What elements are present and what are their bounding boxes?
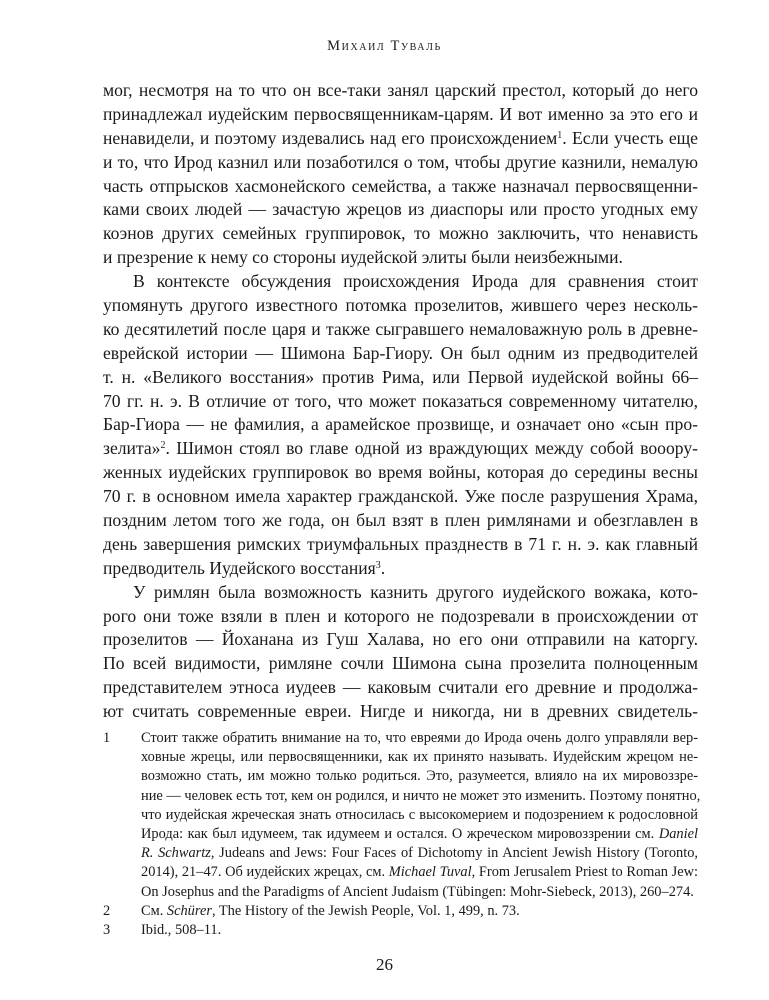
footnote-line: Ирода: как был идумеем, так идумеем и остался. О жреческом мировоззрении см. Daniel xyxy=(141,825,698,842)
footnote-number: 1 xyxy=(103,730,111,746)
text-line: и презрение к нему со стороны иудейской элиты были неизбежными. xyxy=(103,247,623,268)
text-line: зелита»$^2$. Шимон стоял во главе одной из враждующих между собой вооору- xyxy=(103,438,698,459)
text-line: часть отпрысков хасмонейского семейства, а также назначал первосвященни- xyxy=(103,175,698,196)
text-line: рого они тоже взяли в плен и которого не подозревали в происхождении от xyxy=(103,605,698,626)
text-line: день завершения римских триумфальных празднеств в 71 г. н. э. как главный xyxy=(103,533,698,554)
footnote-number: 2 xyxy=(103,902,111,919)
main-text xyxy=(103,79,698,724)
author-name: Daniel xyxy=(658,825,698,842)
text-line: коэнов других семейных группировок, то можно заключить, что ненависть xyxy=(103,223,698,244)
text-line: 70 гг. н. э. В отличие от того, что может показаться современному читателю, xyxy=(103,390,698,411)
text-line: и то, что Ирод казнил или позаботился о том, чтобы другие казнили, немалую xyxy=(103,151,698,172)
footnote-3 xyxy=(103,921,698,940)
text-line: еврейской истории — Шимона Бар-Гиору. Он был одним из предводителей xyxy=(103,342,698,363)
footnote-line: Ibid., 508–11. xyxy=(141,921,222,938)
text-line: 70 г. в основном имела характер гражданской. Уже после разрушения Храма, xyxy=(103,486,698,507)
footnote-ref-1[interactable]: 1 xyxy=(557,129,563,141)
footnote-line: ние — человек есть тот, кем он родился, и ничто не может это изменить. Поэтому понятно, xyxy=(141,787,701,804)
footnote-line: R. Schwartz, Judeans and Jews: Four Faces of Dichotomy in Ancient Jewish History (Toronto, xyxy=(141,845,698,862)
author-name: Schürer xyxy=(166,902,212,919)
running-head: Михаил Туваль xyxy=(327,38,442,54)
author-name: R. Schwartz xyxy=(141,845,211,862)
footnote-ref-2[interactable]: 2 xyxy=(160,440,166,452)
text-line: У римлян была возможность казнить другого иудейского вожака, кото- xyxy=(133,581,698,602)
text-line: упомянуть другого известного потомка прозелитов, жившего через несколь- xyxy=(103,295,698,316)
text-line: ками своих людей — зачастую жрецов из диаспоры или просто угодных ему xyxy=(103,199,698,220)
footnote-ref-3[interactable]: 3 xyxy=(375,559,381,571)
author-name: Michael Tuval xyxy=(388,864,472,881)
text-line: предводитель Иудейского восстания$^3$. xyxy=(103,557,386,578)
footnote-line: 2014), 21–47. Об иудейских жрецах, см. Michael Tuval, From Jerusalem Priest to Roman Jew: xyxy=(141,864,698,881)
text-line: принадлежал иудейским первосвященникам-царям. И вот именно за это его и xyxy=(103,103,698,124)
footnote-line: См. Schürer, The History of the Jewish People, Vol. 1, 499, n. 73. xyxy=(141,902,520,919)
page-number: 26 xyxy=(376,955,393,974)
text-line: ко десятилетий после царя и также сыгравшего немаловажную роль в древне- xyxy=(103,318,698,339)
text-line: По всей видимости, римляне сочли Шимона сына прозелита полноценным xyxy=(103,653,698,674)
text-line: ненавидели, и поэтому издевались над его происхождением$^1$. Если учесть еще xyxy=(103,127,698,148)
footnote-number: 3 xyxy=(103,921,111,938)
footnote-line: On Josephus and the Paradigms of Ancient Judaism (Tübingen: Mohr-Siebeck, 2013), 260–274. xyxy=(141,883,694,900)
text-line: представителем этноса иудеев — каковым считали его древние и продолжа- xyxy=(103,677,698,698)
text-line: поздним летом того же года, он был взят в плен римлянами и обезглавлен в xyxy=(103,510,698,531)
footnote-line: что иудейская жреческая знать относилась с высокомерием и подозрением к родословной xyxy=(141,806,698,823)
footnote-2 xyxy=(103,902,698,921)
footnote-line: ховные жрецы, или первосвященники, как их принято называть. Иудейским жрецом не- xyxy=(141,749,698,766)
footnote-1 xyxy=(103,729,701,902)
text-line: Бар-Гиора — не фамилия, а арамейское прозвище, и означает оно «сын про- xyxy=(103,414,698,435)
text-line: ют считать современные евреи. Нигде и никогда, ни в древних свидетель- xyxy=(103,701,698,722)
footnotes xyxy=(103,729,701,940)
text-line: прозелитов — Йоханана из Гуш Халава, но его они отправили на каторгу. xyxy=(103,629,698,650)
text-line: мог, несмотря на то что он все-таки занял царский престол, который до него xyxy=(103,80,698,100)
text-line: т. н. «Великого восстания» против Рима, или Первой иудейской войны 66– xyxy=(103,366,698,387)
text-line: женных иудейских группировок во время войны, которая до середины весны xyxy=(103,462,698,483)
text-line: В контексте обсуждения происхождения Ирода для сравнения стоит xyxy=(133,271,698,292)
footnote-line: возможно стать, им можно только родиться. Это, разумеется, влияло на их мировоззре- xyxy=(141,768,698,785)
footnote-line: Стоит также обратить внимание на то, что евреями до Ирода очень долго управляли вер- xyxy=(141,730,698,746)
